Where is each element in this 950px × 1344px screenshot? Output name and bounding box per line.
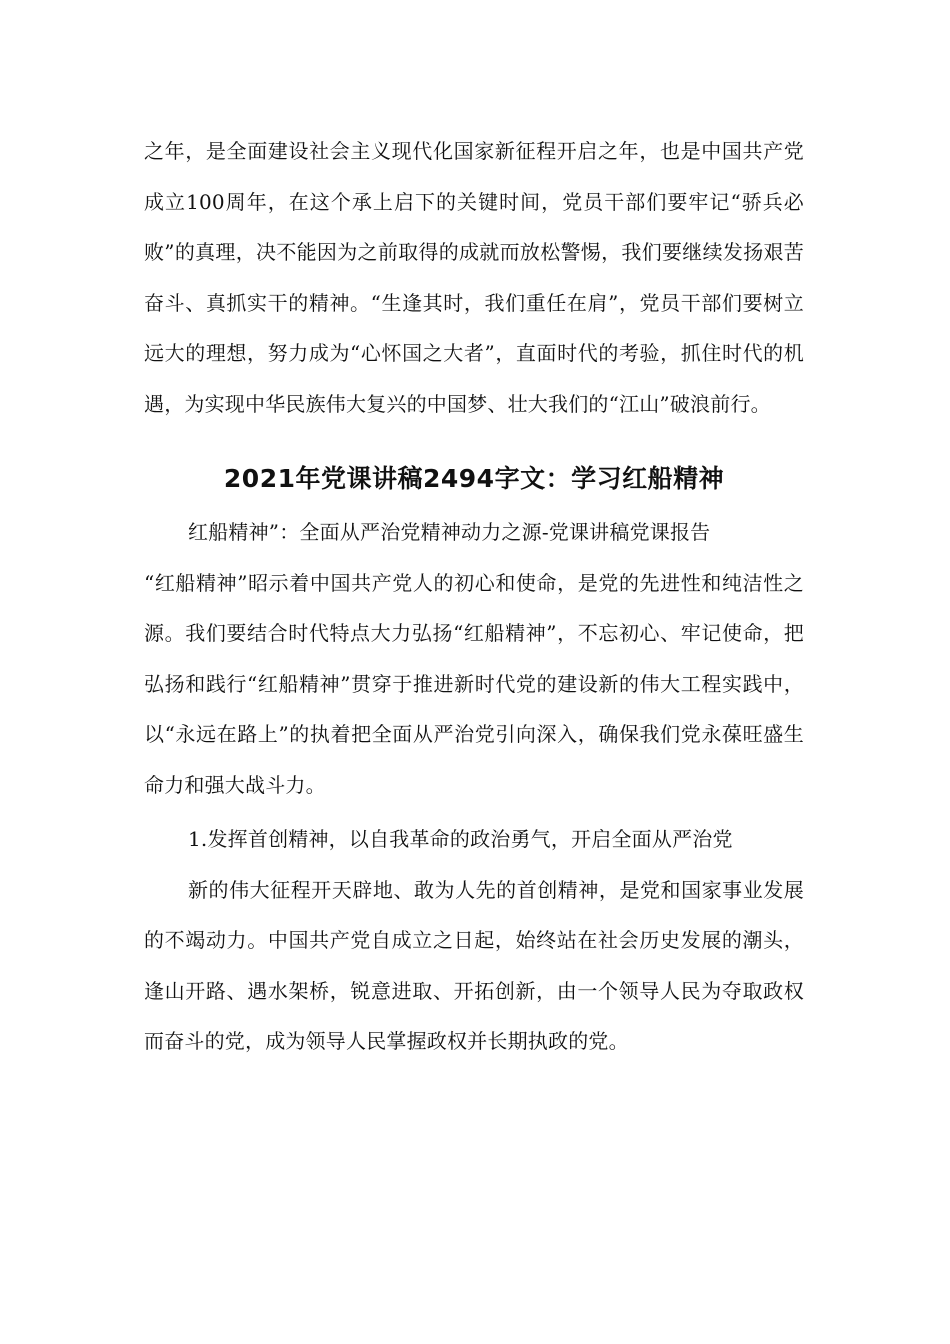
document-body — [144, 126, 804, 1067]
intro-paragraph: 之年，是全面建设社会主义现代化国家新征程开启之年，也是中国共产党成立100周年，在这个承上启下的关键时间，党员干部们要牢记“骄兵必败”的真理，决不能因为之前取得的成就而放松警惕，我们要继续发扬艰苦奋斗、真抓实干的精神。“生逢其时，我们重任在肩”，党员干部们要树立远大的理想，努力成为“心怀国之大者”，直面时代的考验，抓住时代的机遇，为实现中华民族伟大复兴的中国梦、壮大我们的“江山”破浪前行。 — [144, 139, 804, 416]
subtitle-line: 红船精神”：全面从严治党精神动力之源-党课讲稿党课报告 — [188, 520, 711, 544]
paragraph-pioneering-spirit: 新的伟大征程开天辟地、敢为人先的首创精神，是党和国家事业发展的不竭动力。中国共产党自成立之日起，始终站在社会历史发展的潮头，逢山开路、遇水架桥，锐意进取、开拓创新，由一个领导人民为夺取政权而奋斗的党，成为领导人民掌握政权并长期执政的党。 — [144, 877, 804, 1053]
document-title: 2021年党课讲稿2494字文：学习红船精神 — [223, 464, 725, 493]
section-heading-1: 1.发挥首创精神，以自我革命的政治勇气，开启全面从严治党 — [188, 827, 733, 851]
paragraph-red-boat-spirit: “红船精神”昭示着中国共产党人的初心和使命，是党的先进性和纯洁性之源。我们要结合时代特点大力弘扬“红船精神”，不忘初心、牢记使命，把弘扬和践行“红船精神”贯穿于推进新时代党的建设新的伟大工程实践中，以“永远在路上”的执着把全面从严治党引向深入，确保我们党永葆旺盛生命力和强大战斗力。 — [144, 570, 804, 797]
